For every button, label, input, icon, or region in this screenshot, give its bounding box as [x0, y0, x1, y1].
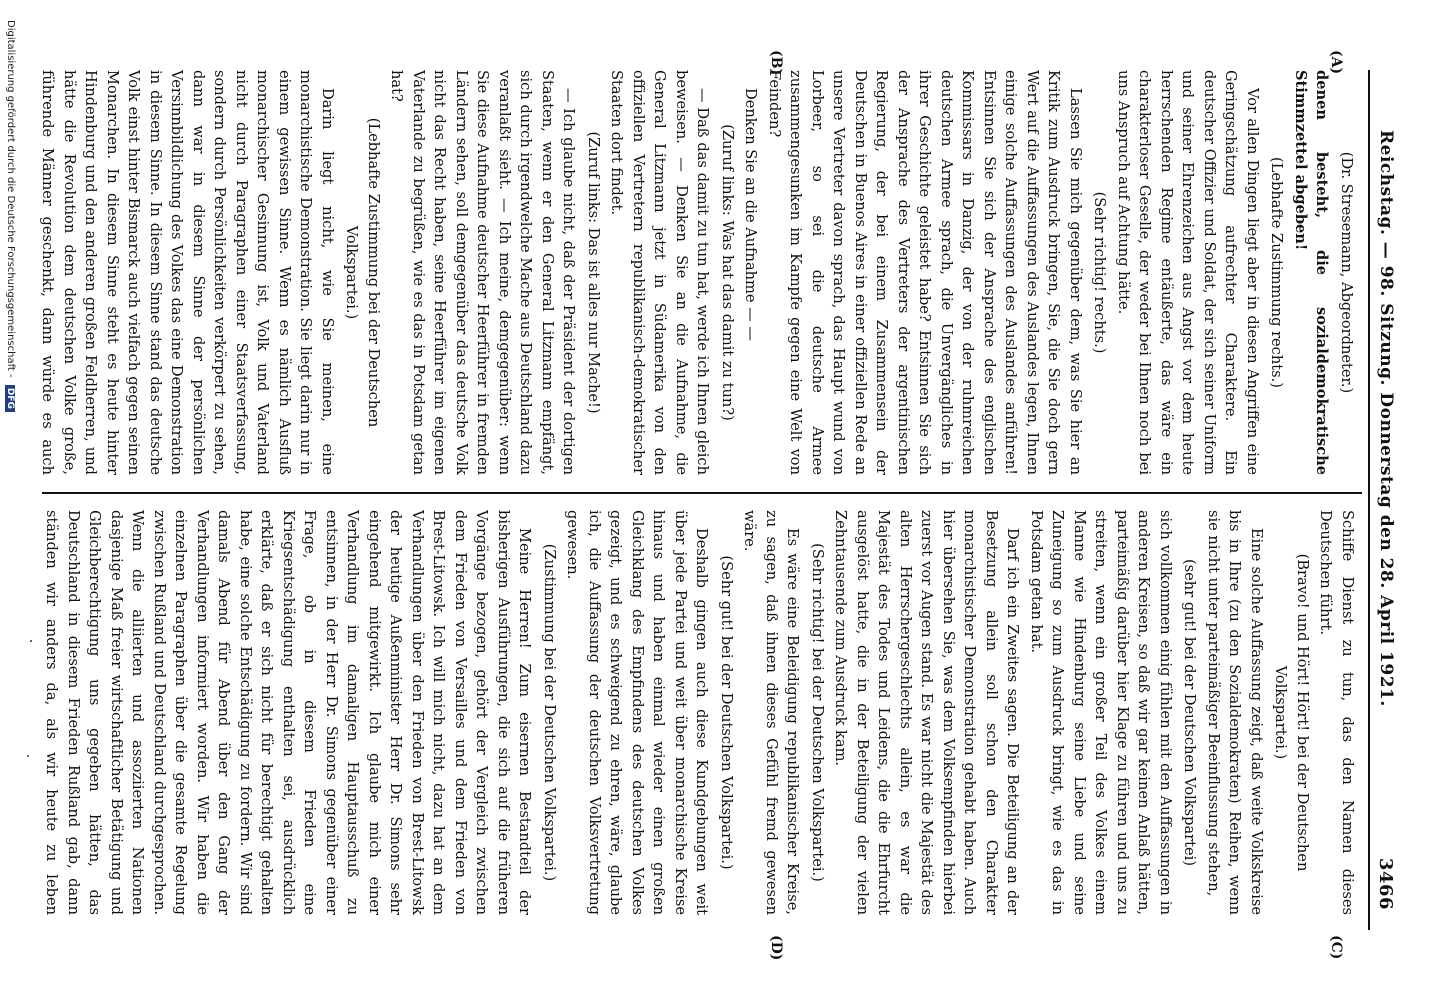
- reaction: (Bravo! und Hört! Hört! bei der Deutschen Volkspartei.): [1272, 553, 1311, 872]
- paragraph: Eine solche Auffassung zeigt, daß weite Volkskreise bis in Ihre (zu den Sozialdemokraten) Reihen, wenn sie nicht unter parteimäßiger Beeinflussung stehen,: [1205, 510, 1265, 915]
- margin-marker-d: (D): [768, 935, 784, 961]
- speaker-note: (Dr. Stresemann, Abgeordneter.): [1338, 151, 1355, 394]
- paragraph: [1290, 70, 1333, 475]
- column-divider: [42, 492, 1362, 494]
- left-column: [38, 70, 1358, 475]
- dfg-logo: DFG: [5, 385, 15, 412]
- paragraph: Deshalb gingen auch diese Kundgebungen weit über jede Partei und weit über monarchische Kreise hinaus und haben einmal wieder einen großen Gleichklang des Empfindens des deutschen Volkes gezeigt, und es schweigend zu ehren, wäre, glaube ich, die Auffassung der deutschen Volksvertretung gewesen.: [564, 510, 711, 915]
- scan-speck: [30, 640, 32, 642]
- paragraph: Denken Sie an die Aufnahme — —: [742, 88, 760, 341]
- paragraph: Meine Herren! Zum eisernen Bestandteil der bisherigen Ausführungen, die sich auf die früheren Vorgänge bezogen, gehört der Vergleich zwischen dem Frieden von Versailles und dem Frieden von Brest-Litowsk. Ich will mich nicht, dazu hat an dem Verhandlungen über den Frieden von Brest-Litowsk der heutige Außenminister Herr Dr. Simons sehr eingehend mitgewirkt. Ich glaube mich einer Verhandlung im damaligen Hauptausschuß zu entsinnen, in der Herr Dr. Simons gegenüber einer Frage, ob in diesem Frieden eine Kriegsentschädigung enthalten sei, ausdrücklich erklärte, daß er sich nicht für berechtigt gehalten habe, eine solche Entschädigung zu fordern. Wir sind damals Abend für Abend über den Gang der Verhandlungen informiert worden. Wir haben die einzelnen Paragraphen über die gesamte Regelung zwischen Rußland und Deutschland durchgesprochen. Wenn die alliierten und assoziierten Nationen dasjenige Maß freier wirtschaftlicher Betätigung und Gleichberechtigung uns gegeben hätten, das Deutschland in diesem Frieden Rußland gab, dann ständen wir anders da, als wir heute zu leben: [43, 510, 534, 915]
- reaction: (Sehr gut! bei der Deutschen Volkspartei.): [718, 555, 735, 870]
- reaction: (sehr gut! bei der Deutschen Volkspartei): [1181, 558, 1199, 867]
- reaction: (Zuruf links: Was hat das damit zu tun?): [719, 124, 736, 421]
- paragraph: Lassen Sie mich gegenüber dem, was Sie hier an Kritik zum Ausdruck bringen, Sie, die Sie doch gern Wert auf die Auffassungen des Auslandes legen, Ihnen einige solche Auffassungen des Auslandes anführen! Entsinnen Sie sich der Ansprache des englischen Kommissars in Danzig, der von der ruhmreichen deutschen Armee sprach, die Unvergängliches in ihrer Geschichte geleistet habe? Entsinnen Sie sich der Ansprache des Vertreters der argentinischen Regierung, der bei einem Zusammensein der Deutschen in Buenos Aires in einer offiziellen Rede an unsere Vertreter davon sprach, das Haupt wund von Lorbeer, so sei die deutsche Armee zusammengesunken im Kampfe gegen eine Welt von Feinden?: [766, 70, 1084, 475]
- paragraph: Schiffe Dienst zu tun, das den Namen dieses Deutschen führt.: [1317, 510, 1356, 915]
- reaction: (Zustimmung bei der Deutschen Volkspartei.): [541, 543, 558, 882]
- page-number: 3466: [1375, 857, 1396, 910]
- scan-speck: [27, 755, 29, 757]
- paragraph: Darin liegt nicht, wie Sie meinen, eine monarchistische Demonstration. Sie liegt darin nur in einem gewissen Sinne. Wenn es nämlich Ausfluß monarchischer Gesinnung ist, Volk und Vaterland nicht durch Paragraphen einer Staatsverfassung, sondern durch Persönlichkeiten verkörpert zu sehen, dann war in diesem Sinne der persönlichen Versinnbildlichung des Volkes das eine Demonstration in diesem Sinne. In diesem Sinne stand das deutsche Volk einst hinter Bismarck auch vielfach gegen seinen Monarchen. In diesem Sinne steht es heute hinter Hindenburg und den anderen großen Feldherren, und hätte die Revolution dem deutschen Volke große, führende Männer geschenkt, dann würde es auch: [39, 70, 336, 475]
- reaction: (Zuruf links: Das ist alles nur Mache!): [585, 131, 602, 414]
- reaction: (Sehr richtig! bei der Deutschen Volkspartei.): [809, 543, 826, 882]
- paragraph: Es wäre eine Beleidigung republikanischer Kreise, zu sagen, daß ihnen dieses Gefühl fremd gewesen wäre.: [741, 510, 802, 915]
- margin-marker-a: (A): [1328, 50, 1344, 75]
- paragraph: sich vollkommen einig fühlen mit den Auffassungen in anderen Kreisen, so daß wir gar keinen Anlaß hätten, parteimäßig darüber hier Klage zu führen und uns zu streiten, wenn ein großer Teil des Volkes einem Manne wie Hindenburg seine Liebe und seine Zuneigung so zum Ausdruck bringt, wie es das in Potsdam getan hat.: [1028, 510, 1174, 915]
- digitization-credit: [2, 20, 16, 980]
- running-header: [1368, 70, 1400, 930]
- margin-marker-b: (B): [768, 50, 784, 76]
- credit-text: Digitalisierung gefördert durch die Deutsche Forschungsgemeinschaft -: [5, 20, 16, 378]
- reaction: (Sehr richtig! rechts.): [1091, 191, 1109, 354]
- paragraph: Darf ich ein Zweites sagen. Die Beteiligung an der Besetzung allein soll schon den Charakter monarchistischer Demonstration gehabt haben. Auch hier übersehen Sie, was dem Volksempfinden hierbei zuerst vor Augen stand. Es war nicht die Majestät des alten Herrschergeschlechts allein, es war die Majestät des Todes und Leidens, die die Ehrfurcht ausgelöst hatte, die in der Beteiligung der vielen Zehntausende zum Ausdruck kam.: [832, 510, 1022, 915]
- right-column: [38, 510, 1358, 915]
- bold-text: denen besteht, die sozialdemokratische Stimmzettel abgeben!: [1292, 70, 1331, 475]
- reaction: (Lebhafte Zustimmung rechts.): [1268, 157, 1286, 388]
- paragraph: Vor allen Dingen liegt aber in diesen Angriffen eine Geringschätzung aufrechter Charaktere. Ein deutscher Offizier und Soldat, der sich seiner Uniform und seiner Ehrenzeichen aus Angst vor dem heute herrschenden Regime entäußerte, das wäre ein charakterloser Geselle, der weder bei Ihnen noch bei uns Anspruch auf Achtung hätte.: [1115, 70, 1261, 475]
- paragraph: — Daß das damit zu tun hat, werde ich Ihnen gleich beweisen. — Denken Sie an die Aufnahme, die General Litzmann jetzt in Südamerika von den offiziellen Vertretern republikanisch-demokratischer Staaten dort findet.: [608, 70, 712, 475]
- reaction: (Lebhafte Zustimmung bei der Deutschen Volkspartei.): [343, 117, 382, 428]
- paragraph: — Ich glaube nicht, daß der Präsident der dortigen Staaten, wenn er den General Litzmann empfängt, sich durch irgendwelche Mache aus Deutschland dazu veranlaßt sieht. — Ich meine, demgegenüber: wenn Sie diese Aufnahme deutscher Heerführer in fremden Ländern sehen, soll demgegenüber das deutsche Volk nicht das Recht haben, seine Heerführer im eigenen Vaterlande zu begrüßen, wie es das in Potsdam getan hat?: [388, 70, 578, 475]
- margin-marker-c: (C): [1328, 935, 1344, 960]
- header-title: Reichstag. — 98. Sitzung. Donnerstag den 28. April 1921.: [1376, 130, 1396, 707]
